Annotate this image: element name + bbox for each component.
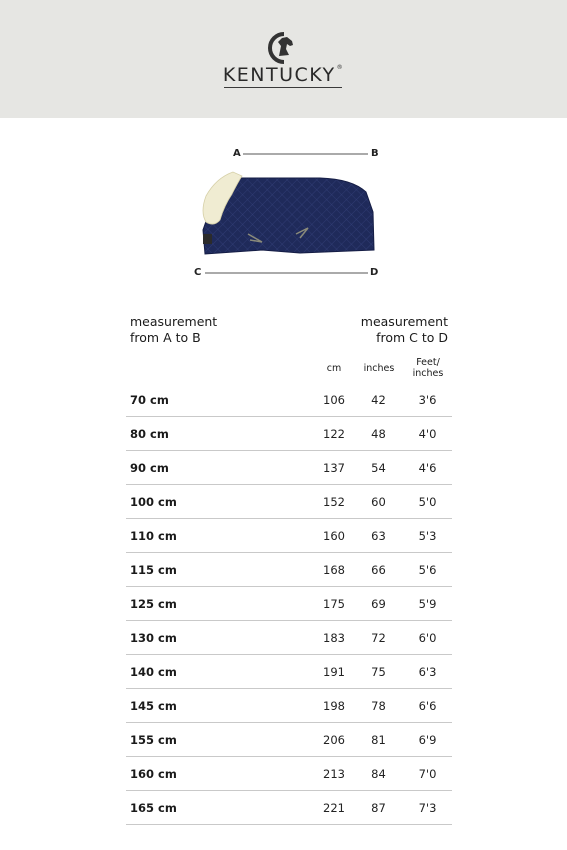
size-a-to-b-cell: 115 cm xyxy=(126,553,314,587)
size-cm-cell: 152 xyxy=(314,485,354,519)
size-cm-cell: 160 xyxy=(314,519,354,553)
label-b: B xyxy=(371,148,379,159)
size-feet-cell: 5'3 xyxy=(403,519,452,553)
size-feet-cell: 5'9 xyxy=(403,587,452,621)
size-a-to-b-cell: 160 cm xyxy=(126,757,314,791)
size-cm-cell: 221 xyxy=(314,791,354,825)
size-a-to-b-cell: 125 cm xyxy=(126,587,314,621)
size-a-to-b-cell: 90 cm xyxy=(126,451,314,485)
label-d: D xyxy=(370,267,379,278)
table-row xyxy=(126,451,452,485)
heading-c-to-d-line1: measurement xyxy=(360,314,448,329)
brand-name: KENTUCKY xyxy=(222,64,336,86)
size-feet-cell: 3'6 xyxy=(403,383,452,417)
size-inches-cell: 78 xyxy=(354,689,403,723)
size-cm-cell: 213 xyxy=(314,757,354,791)
size-feet-cell: 4'6 xyxy=(403,451,452,485)
column-header-feet-inches: Feet/ inches xyxy=(412,357,444,379)
size-cm-cell: 191 xyxy=(314,655,354,689)
size-feet-cell: 5'6 xyxy=(403,553,452,587)
size-feet-cell: 7'0 xyxy=(403,757,452,791)
horse-head-horseshoe-icon xyxy=(262,28,298,68)
size-a-to-b-cell: 100 cm xyxy=(126,485,314,519)
table-row xyxy=(126,383,452,417)
size-a-to-b-cell: 155 cm xyxy=(126,723,314,757)
size-a-to-b-cell: 145 cm xyxy=(126,689,314,723)
size-a-to-b-cell: 165 cm xyxy=(126,791,314,825)
size-cm-cell: 206 xyxy=(314,723,354,757)
size-a-to-b-cell: 140 cm xyxy=(126,655,314,689)
brand-header xyxy=(0,0,567,118)
table-row xyxy=(126,485,452,519)
size-a-to-b-cell: 130 cm xyxy=(126,621,314,655)
size-feet-cell: 4'0 xyxy=(403,417,452,451)
column-header-cm: cm xyxy=(326,363,342,374)
size-feet-cell: 6'3 xyxy=(403,655,452,689)
table-row xyxy=(126,757,452,791)
column-header-inches: inches xyxy=(363,363,395,374)
size-inches-cell: 75 xyxy=(354,655,403,689)
table-row xyxy=(126,621,452,655)
heading-a-to-b-line1: measurement xyxy=(130,314,218,329)
size-a-to-b-cell: 70 cm xyxy=(126,383,314,417)
rug-illustration xyxy=(0,130,567,290)
size-inches-cell: 63 xyxy=(354,519,403,553)
size-feet-cell: 7'3 xyxy=(403,791,452,825)
front-buckle xyxy=(203,234,212,244)
size-inches-cell: 87 xyxy=(354,791,403,825)
heading-a-to-b-line2: from A to B xyxy=(130,330,201,345)
size-cm-cell: 175 xyxy=(314,587,354,621)
size-inches-cell: 60 xyxy=(354,485,403,519)
size-inches-cell: 81 xyxy=(354,723,403,757)
logo-underline xyxy=(224,87,342,88)
table-row xyxy=(126,417,452,451)
size-inches-cell: 72 xyxy=(354,621,403,655)
size-table-body xyxy=(126,383,452,825)
size-feet-cell: 6'9 xyxy=(403,723,452,757)
size-feet-cell: 6'0 xyxy=(403,621,452,655)
heading-a-to-b xyxy=(130,314,217,346)
heading-c-to-d-line2: from C to D xyxy=(376,330,448,345)
size-cm-cell: 183 xyxy=(314,621,354,655)
size-cm-cell: 122 xyxy=(314,417,354,451)
size-inches-cell: 84 xyxy=(354,757,403,791)
size-inches-cell: 66 xyxy=(354,553,403,587)
label-c: C xyxy=(194,267,202,278)
size-a-to-b-cell: 80 cm xyxy=(126,417,314,451)
size-table xyxy=(126,383,452,825)
heading-c-to-d xyxy=(361,314,448,346)
trademark-mark: ® xyxy=(336,64,345,71)
size-inches-cell: 48 xyxy=(354,417,403,451)
size-a-to-b-cell: 110 cm xyxy=(126,519,314,553)
size-cm-cell: 198 xyxy=(314,689,354,723)
table-row xyxy=(126,723,452,757)
size-feet-cell: 5'0 xyxy=(403,485,452,519)
table-row xyxy=(126,791,452,825)
brand-logo-text xyxy=(0,64,567,86)
size-inches-cell: 42 xyxy=(354,383,403,417)
table-row xyxy=(126,689,452,723)
rug-measurement-diagram xyxy=(0,130,567,290)
table-row xyxy=(126,655,452,689)
size-cm-cell: 168 xyxy=(314,553,354,587)
table-row xyxy=(126,587,452,621)
size-inches-cell: 69 xyxy=(354,587,403,621)
size-cm-cell: 106 xyxy=(314,383,354,417)
size-inches-cell: 54 xyxy=(354,451,403,485)
label-a: A xyxy=(233,148,241,159)
size-cm-cell: 137 xyxy=(314,451,354,485)
table-row xyxy=(126,519,452,553)
size-feet-cell: 6'6 xyxy=(403,689,452,723)
table-row xyxy=(126,553,452,587)
